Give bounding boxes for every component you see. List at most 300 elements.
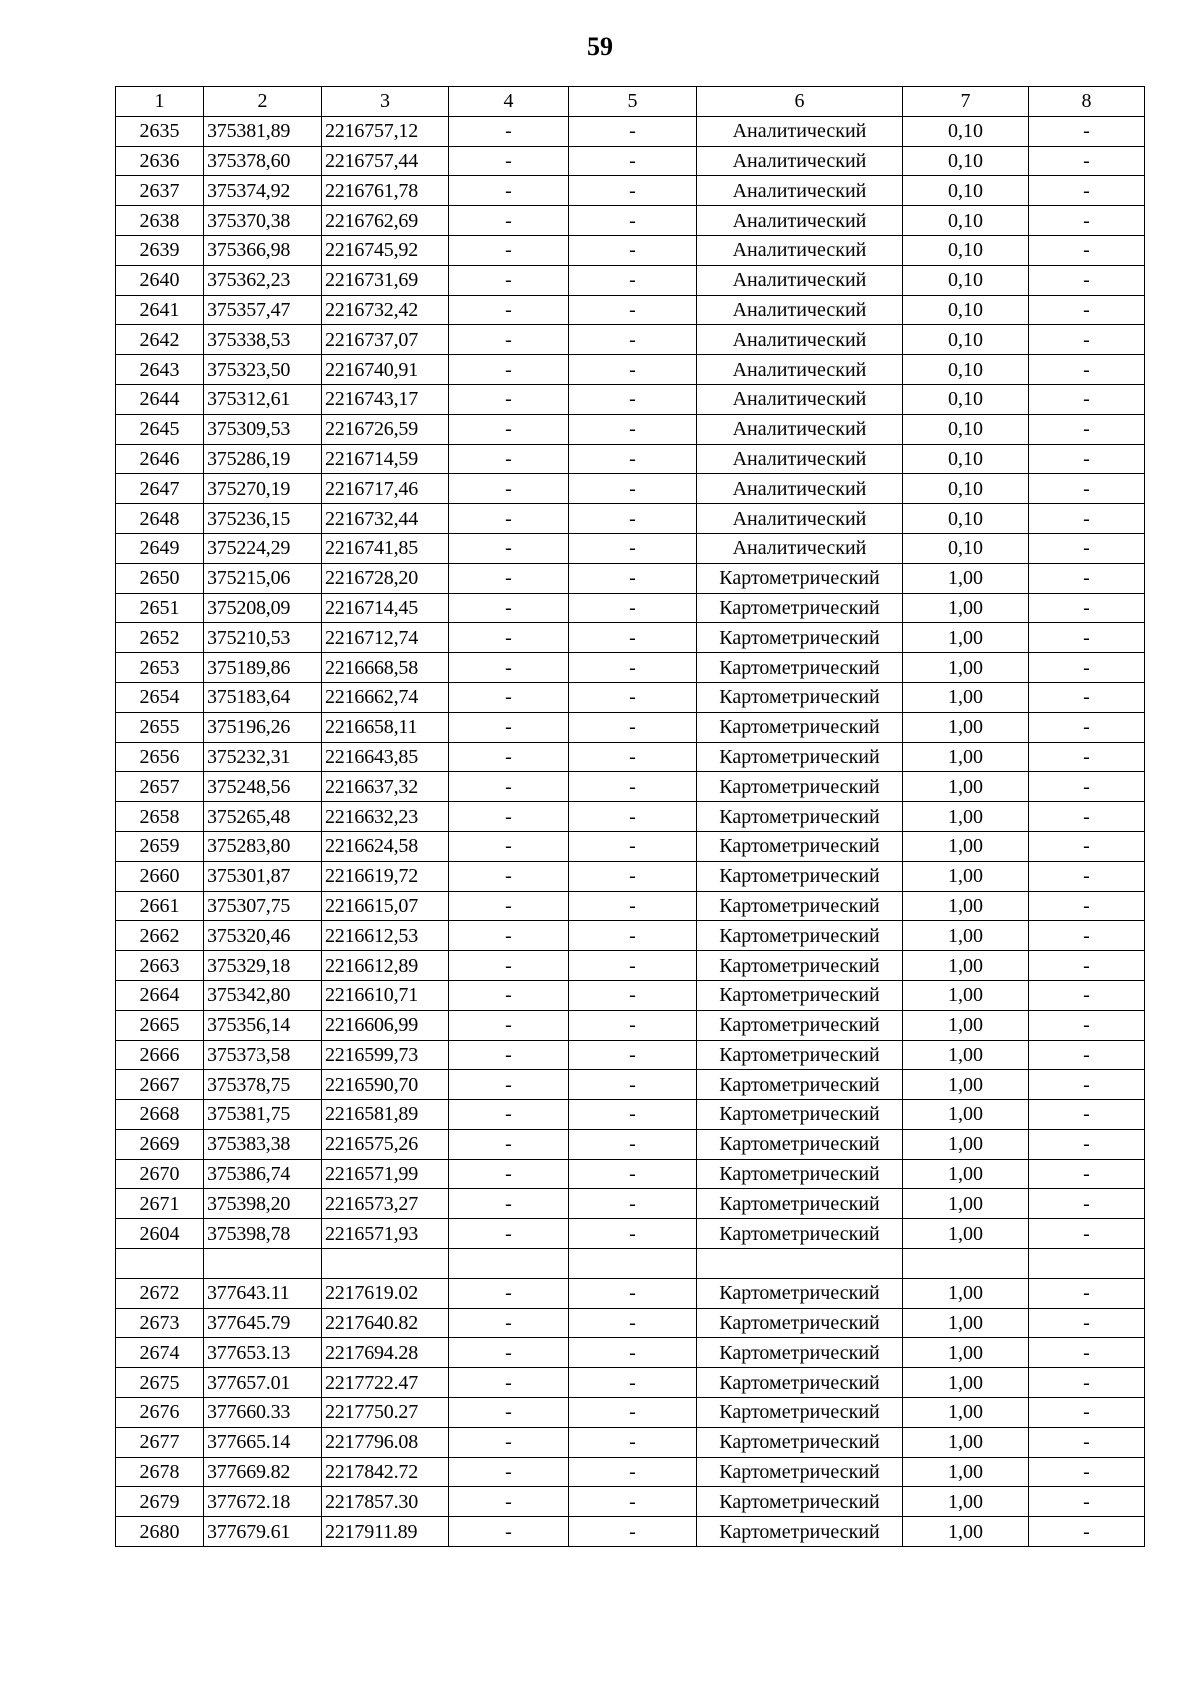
column-4-cell: - [449, 235, 569, 265]
point-number-cell: 2668 [116, 1100, 204, 1130]
column-4-cell: - [449, 176, 569, 206]
accuracy-cell: 1,00 [903, 1457, 1029, 1487]
table-row [116, 563, 1145, 593]
accuracy-cell [903, 1249, 1029, 1279]
column-8-cell: - [1029, 206, 1145, 236]
column-8-cell: - [1029, 802, 1145, 832]
table-row [116, 1159, 1145, 1189]
y-coordinate-cell: 2216737,07 [322, 325, 449, 355]
column-8-cell: - [1029, 1040, 1145, 1070]
y-coordinate-cell: 2216637,32 [322, 772, 449, 802]
column-5-cell: - [569, 1010, 697, 1040]
y-coordinate-cell: 2216643,85 [322, 742, 449, 772]
method-cell [697, 1249, 903, 1279]
point-number-cell: 2647 [116, 474, 204, 504]
point-number-cell: 2676 [116, 1398, 204, 1428]
table-row [116, 444, 1145, 474]
method-cell: Аналитический [697, 533, 903, 563]
table-row [116, 325, 1145, 355]
x-coordinate-cell: 375312,61 [204, 384, 322, 414]
x-coordinate-cell: 375248,56 [204, 772, 322, 802]
x-coordinate-cell: 375378,75 [204, 1070, 322, 1100]
y-coordinate-cell: 2216624,58 [322, 831, 449, 861]
column-8-cell [1029, 1249, 1145, 1279]
column-4-cell: - [449, 1278, 569, 1308]
table-row [116, 1398, 1145, 1428]
column-4-cell: - [449, 116, 569, 146]
point-number-cell: 2655 [116, 712, 204, 742]
column-4-cell: - [449, 295, 569, 325]
column-header: 7 [903, 87, 1029, 117]
y-coordinate-cell: 2216599,73 [322, 1040, 449, 1070]
column-8-cell: - [1029, 1308, 1145, 1338]
column-4-cell: - [449, 593, 569, 623]
column-4-cell: - [449, 1219, 569, 1249]
y-coordinate-cell: 2216571,99 [322, 1159, 449, 1189]
column-5-cell: - [569, 802, 697, 832]
column-8-cell: - [1029, 1219, 1145, 1249]
column-header: 3 [322, 87, 449, 117]
column-4-cell: - [449, 1308, 569, 1338]
y-coordinate-cell: 2217796.08 [322, 1427, 449, 1457]
point-number-cell: 2680 [116, 1517, 204, 1547]
method-cell: Картометрический [697, 891, 903, 921]
point-number-cell: 2659 [116, 831, 204, 861]
y-coordinate-cell: 2216590,70 [322, 1070, 449, 1100]
column-8-cell: - [1029, 563, 1145, 593]
accuracy-cell: 1,00 [903, 861, 1029, 891]
table-row [116, 1427, 1145, 1457]
y-coordinate-cell: 2216743,17 [322, 384, 449, 414]
column-4-cell: - [449, 1189, 569, 1219]
column-5-cell: - [569, 1368, 697, 1398]
column-8-cell: - [1029, 265, 1145, 295]
column-5-cell: - [569, 146, 697, 176]
column-5-cell: - [569, 235, 697, 265]
method-cell: Картометрический [697, 1129, 903, 1159]
accuracy-cell: 0,10 [903, 146, 1029, 176]
column-8-cell: - [1029, 1398, 1145, 1428]
column-4-cell [449, 1249, 569, 1279]
column-4-cell: - [449, 1129, 569, 1159]
x-coordinate-cell: 375189,86 [204, 653, 322, 683]
table-row [116, 1129, 1145, 1159]
column-header: 5 [569, 87, 697, 117]
table-row [116, 682, 1145, 712]
column-5-cell: - [569, 414, 697, 444]
accuracy-cell: 1,00 [903, 1159, 1029, 1189]
accuracy-cell: 1,00 [903, 772, 1029, 802]
method-cell: Аналитический [697, 384, 903, 414]
accuracy-cell: 1,00 [903, 1517, 1029, 1547]
column-5-cell: - [569, 1100, 697, 1130]
x-coordinate-cell: 375374,92 [204, 176, 322, 206]
y-coordinate-cell: 2217911.89 [322, 1517, 449, 1547]
point-number-cell: 2641 [116, 295, 204, 325]
table-row [116, 1517, 1145, 1547]
accuracy-cell: 1,00 [903, 1129, 1029, 1159]
table-row [116, 295, 1145, 325]
column-4-cell: - [449, 653, 569, 683]
y-coordinate-cell: 2216745,92 [322, 235, 449, 265]
table-row [116, 1278, 1145, 1308]
accuracy-cell: 0,10 [903, 235, 1029, 265]
column-5-cell: - [569, 1427, 697, 1457]
x-coordinate-cell: 375370,38 [204, 206, 322, 236]
column-8-cell: - [1029, 1517, 1145, 1547]
x-coordinate-cell: 375381,75 [204, 1100, 322, 1130]
table-row [116, 265, 1145, 295]
table-row [116, 742, 1145, 772]
method-cell: Картометрический [697, 1457, 903, 1487]
method-cell: Картометрический [697, 593, 903, 623]
point-number-cell: 2660 [116, 861, 204, 891]
point-number-cell: 2643 [116, 355, 204, 385]
column-8-cell: - [1029, 176, 1145, 206]
table-row [116, 593, 1145, 623]
accuracy-cell: 1,00 [903, 980, 1029, 1010]
y-coordinate-cell: 2217640.82 [322, 1308, 449, 1338]
accuracy-cell: 1,00 [903, 593, 1029, 623]
x-coordinate-cell: 375362,23 [204, 265, 322, 295]
column-4-cell: - [449, 146, 569, 176]
column-4-cell: - [449, 1457, 569, 1487]
y-coordinate-cell: 2216714,45 [322, 593, 449, 623]
accuracy-cell: 1,00 [903, 563, 1029, 593]
table-row [116, 1457, 1145, 1487]
point-number-cell: 2657 [116, 772, 204, 802]
method-cell: Картометрический [697, 1427, 903, 1457]
y-coordinate-cell: 2216761,78 [322, 176, 449, 206]
column-header: 1 [116, 87, 204, 117]
accuracy-cell: 1,00 [903, 951, 1029, 981]
column-5-cell: - [569, 1278, 697, 1308]
x-coordinate-cell: 375381,89 [204, 116, 322, 146]
column-4-cell: - [449, 325, 569, 355]
column-header: 2 [204, 87, 322, 117]
table-header-row [116, 87, 1145, 117]
accuracy-cell: 1,00 [903, 921, 1029, 951]
column-8-cell: - [1029, 831, 1145, 861]
table-row [116, 1308, 1145, 1338]
column-8-cell: - [1029, 474, 1145, 504]
table-row [116, 802, 1145, 832]
y-coordinate-cell: 2216610,71 [322, 980, 449, 1010]
column-4-cell: - [449, 1427, 569, 1457]
point-number-cell: 2645 [116, 414, 204, 444]
point-number-cell: 2666 [116, 1040, 204, 1070]
column-5-cell [569, 1249, 697, 1279]
coordinates-table [115, 86, 1145, 1547]
accuracy-cell: 1,00 [903, 802, 1029, 832]
point-number-cell: 2671 [116, 1189, 204, 1219]
accuracy-cell: 1,00 [903, 1368, 1029, 1398]
point-number-cell: 2674 [116, 1338, 204, 1368]
point-number-cell: 2654 [116, 682, 204, 712]
accuracy-cell: 0,10 [903, 265, 1029, 295]
point-number-cell: 2672 [116, 1278, 204, 1308]
column-8-cell: - [1029, 116, 1145, 146]
column-8-cell: - [1029, 504, 1145, 534]
table-row [116, 831, 1145, 861]
method-cell: Аналитический [697, 235, 903, 265]
y-coordinate-cell: 2216757,12 [322, 116, 449, 146]
x-coordinate-cell: 375398,78 [204, 1219, 322, 1249]
column-5-cell: - [569, 1219, 697, 1249]
page-number: 59 [587, 32, 613, 61]
method-cell: Картометрический [697, 682, 903, 712]
column-5-cell: - [569, 1189, 697, 1219]
column-8-cell: - [1029, 325, 1145, 355]
point-number-cell: 2637 [116, 176, 204, 206]
column-5-cell: - [569, 265, 697, 295]
column-5-cell: - [569, 176, 697, 206]
column-8-cell: - [1029, 682, 1145, 712]
column-8-cell: - [1029, 1159, 1145, 1189]
column-8-cell: - [1029, 295, 1145, 325]
accuracy-cell: 1,00 [903, 1189, 1029, 1219]
column-4-cell: - [449, 504, 569, 534]
table-row [116, 116, 1145, 146]
accuracy-cell: 1,00 [903, 831, 1029, 861]
table-row [116, 355, 1145, 385]
y-coordinate-cell: 2216606,99 [322, 1010, 449, 1040]
column-5-cell: - [569, 1338, 697, 1368]
method-cell: Картометрический [697, 1338, 903, 1368]
column-5-cell: - [569, 1040, 697, 1070]
point-number-cell: 2639 [116, 235, 204, 265]
column-5-cell: - [569, 116, 697, 146]
accuracy-cell: 1,00 [903, 1070, 1029, 1100]
y-coordinate-cell: 2217619.02 [322, 1278, 449, 1308]
method-cell: Аналитический [697, 116, 903, 146]
table-row [116, 1040, 1145, 1070]
column-4-cell: - [449, 563, 569, 593]
column-8-cell: - [1029, 623, 1145, 653]
table-row [116, 623, 1145, 653]
point-number-cell: 2677 [116, 1427, 204, 1457]
point-number-cell: 2664 [116, 980, 204, 1010]
column-4-cell: - [449, 891, 569, 921]
column-4-cell: - [449, 802, 569, 832]
x-coordinate-cell: 377669.82 [204, 1457, 322, 1487]
point-number-cell: 2658 [116, 802, 204, 832]
table-row [116, 861, 1145, 891]
column-4-cell: - [449, 951, 569, 981]
column-4-cell: - [449, 980, 569, 1010]
column-4-cell: - [449, 712, 569, 742]
x-coordinate-cell: 377645.79 [204, 1308, 322, 1338]
column-8-cell: - [1029, 384, 1145, 414]
method-cell: Аналитический [697, 265, 903, 295]
column-5-cell: - [569, 1070, 697, 1100]
y-coordinate-cell: 2216717,46 [322, 474, 449, 504]
column-5-cell: - [569, 593, 697, 623]
accuracy-cell: 1,00 [903, 623, 1029, 653]
column-8-cell: - [1029, 772, 1145, 802]
accuracy-cell: 0,10 [903, 414, 1029, 444]
method-cell: Картометрический [697, 831, 903, 861]
point-number-cell: 2640 [116, 265, 204, 295]
column-5-cell: - [569, 384, 697, 414]
accuracy-cell: 0,10 [903, 384, 1029, 414]
point-number-cell: 2652 [116, 623, 204, 653]
accuracy-cell: 1,00 [903, 1278, 1029, 1308]
column-4-cell: - [449, 355, 569, 385]
table-row [116, 533, 1145, 563]
x-coordinate-cell: 375386,74 [204, 1159, 322, 1189]
accuracy-cell: 0,10 [903, 504, 1029, 534]
x-coordinate-cell: 377643.11 [204, 1278, 322, 1308]
column-8-cell: - [1029, 921, 1145, 951]
method-cell: Картометрический [697, 1308, 903, 1338]
y-coordinate-cell: 2216728,20 [322, 563, 449, 593]
point-number-cell: 2663 [116, 951, 204, 981]
table-body [116, 116, 1145, 1546]
accuracy-cell: 1,00 [903, 682, 1029, 712]
point-number-cell: 2675 [116, 1368, 204, 1398]
method-cell: Картометрический [697, 772, 903, 802]
method-cell: Картометрический [697, 742, 903, 772]
column-5-cell: - [569, 921, 697, 951]
method-cell: Картометрический [697, 861, 903, 891]
point-number-cell: 2635 [116, 116, 204, 146]
x-coordinate-cell: 375286,19 [204, 444, 322, 474]
table-row [116, 1487, 1145, 1517]
x-coordinate-cell: 375338,53 [204, 325, 322, 355]
x-coordinate-cell: 377679.61 [204, 1517, 322, 1547]
point-number-cell: 2642 [116, 325, 204, 355]
x-coordinate-cell: 375196,26 [204, 712, 322, 742]
point-number-cell: 2648 [116, 504, 204, 534]
accuracy-cell: 0,10 [903, 444, 1029, 474]
column-4-cell: - [449, 533, 569, 563]
x-coordinate-cell: 375320,46 [204, 921, 322, 951]
y-coordinate-cell: 2216573,27 [322, 1189, 449, 1219]
method-cell: Картометрический [697, 653, 903, 683]
accuracy-cell: 0,10 [903, 116, 1029, 146]
table-row [116, 384, 1145, 414]
accuracy-cell: 1,00 [903, 1308, 1029, 1338]
method-cell: Картометрический [697, 1010, 903, 1040]
column-5-cell: - [569, 325, 697, 355]
point-number-cell: 2662 [116, 921, 204, 951]
x-coordinate-cell: 375307,75 [204, 891, 322, 921]
column-4-cell: - [449, 474, 569, 504]
table-row [116, 176, 1145, 206]
method-cell: Картометрический [697, 1487, 903, 1517]
x-coordinate-cell: 375342,80 [204, 980, 322, 1010]
accuracy-cell: 1,00 [903, 1427, 1029, 1457]
column-5-cell: - [569, 1457, 697, 1487]
point-number-cell: 2656 [116, 742, 204, 772]
y-coordinate-cell: 2217750.27 [322, 1398, 449, 1428]
column-4-cell: - [449, 772, 569, 802]
y-coordinate-cell: 2217842.72 [322, 1457, 449, 1487]
column-5-cell: - [569, 1159, 697, 1189]
method-cell: Аналитический [697, 146, 903, 176]
y-coordinate-cell: 2216740,91 [322, 355, 449, 385]
accuracy-cell: 1,00 [903, 712, 1029, 742]
method-cell: Аналитический [697, 355, 903, 385]
method-cell: Аналитический [697, 295, 903, 325]
column-4-cell: - [449, 623, 569, 653]
column-4-cell: - [449, 384, 569, 414]
point-number-cell [116, 1249, 204, 1279]
point-number-cell: 2644 [116, 384, 204, 414]
method-cell: Аналитический [697, 176, 903, 206]
accuracy-cell: 0,10 [903, 206, 1029, 236]
column-4-cell: - [449, 1368, 569, 1398]
column-5-cell: - [569, 772, 697, 802]
y-coordinate-cell: 2216668,58 [322, 653, 449, 683]
column-4-cell: - [449, 861, 569, 891]
point-number-cell: 2667 [116, 1070, 204, 1100]
method-cell: Картометрический [697, 1398, 903, 1428]
column-8-cell: - [1029, 712, 1145, 742]
method-cell: Картометрический [697, 1517, 903, 1547]
column-8-cell: - [1029, 861, 1145, 891]
accuracy-cell: 1,00 [903, 891, 1029, 921]
column-8-cell: - [1029, 1129, 1145, 1159]
x-coordinate-cell: 375215,06 [204, 563, 322, 593]
y-coordinate-cell: 2216732,44 [322, 504, 449, 534]
y-coordinate-cell: 2216726,59 [322, 414, 449, 444]
y-coordinate-cell: 2217857.30 [322, 1487, 449, 1517]
x-coordinate-cell: 375210,53 [204, 623, 322, 653]
accuracy-cell: 1,00 [903, 1100, 1029, 1130]
x-coordinate-cell: 375208,09 [204, 593, 322, 623]
method-cell: Аналитический [697, 414, 903, 444]
column-4-cell: - [449, 414, 569, 444]
method-cell: Картометрический [697, 802, 903, 832]
table-row [116, 1338, 1145, 1368]
column-5-cell: - [569, 1398, 697, 1428]
column-4-cell: - [449, 1487, 569, 1517]
method-cell: Картометрический [697, 1278, 903, 1308]
point-number-cell: 2638 [116, 206, 204, 236]
method-cell: Картометрический [697, 1159, 903, 1189]
method-cell: Аналитический [697, 504, 903, 534]
x-coordinate-cell: 375366,98 [204, 235, 322, 265]
column-8-cell: - [1029, 593, 1145, 623]
y-coordinate-cell: 2216762,69 [322, 206, 449, 236]
x-coordinate-cell: 375323,50 [204, 355, 322, 385]
column-8-cell: - [1029, 1368, 1145, 1398]
column-4-cell: - [449, 206, 569, 236]
method-cell: Картометрический [697, 1100, 903, 1130]
column-header: 4 [449, 87, 569, 117]
column-5-cell: - [569, 682, 697, 712]
x-coordinate-cell: 375236,15 [204, 504, 322, 534]
column-8-cell: - [1029, 1427, 1145, 1457]
column-4-cell: - [449, 1040, 569, 1070]
column-5-cell: - [569, 295, 697, 325]
column-5-cell: - [569, 742, 697, 772]
method-cell: Картометрический [697, 1368, 903, 1398]
y-coordinate-cell: 2217694.28 [322, 1338, 449, 1368]
table-row [116, 1010, 1145, 1040]
column-4-cell: - [449, 831, 569, 861]
table-row [116, 1070, 1145, 1100]
x-coordinate-cell: 377657.01 [204, 1368, 322, 1398]
table-row [116, 474, 1145, 504]
accuracy-cell: 0,10 [903, 474, 1029, 504]
column-8-cell: - [1029, 980, 1145, 1010]
column-8-cell: - [1029, 1487, 1145, 1517]
column-8-cell: - [1029, 444, 1145, 474]
accuracy-cell: 0,10 [903, 533, 1029, 563]
